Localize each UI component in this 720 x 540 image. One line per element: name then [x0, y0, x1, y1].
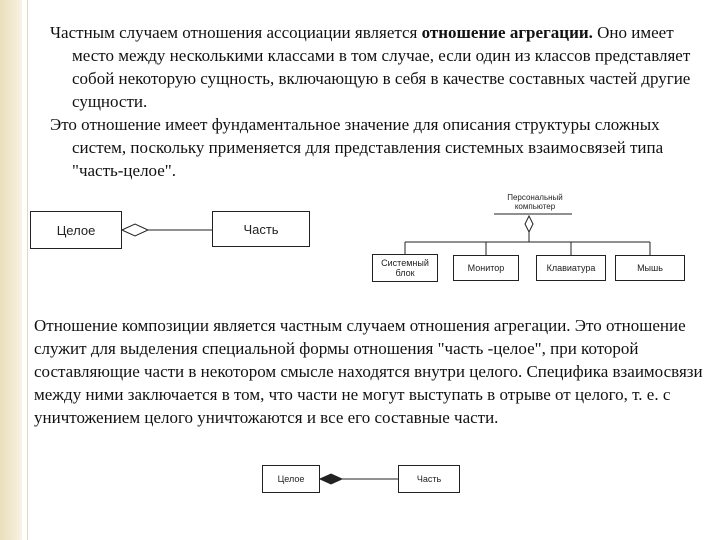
pc-aggregation-diamond-icon	[525, 216, 533, 232]
paragraph1-lead: Частным случаем отношения ассоциации является	[50, 23, 422, 42]
composition-part-label: Часть	[416, 474, 442, 484]
aggregation-term: отношение агрегации.	[421, 23, 593, 42]
pc-child-label: Клавиатура	[546, 263, 596, 273]
paragraph1-rest: Оно имеет место между несколькими классами в том случае, если один из классов представляет собой некоторую сущность, включающую в себя в качестве составных частей другие сущности.	[72, 23, 691, 111]
composition-diamond-icon	[320, 474, 342, 484]
aggregation-diamond-icon	[122, 224, 148, 236]
aggregation-importance-paragraph: Это отношение имеет фундаментальное значение для описания структуры сложных систем, поскольку применяется для представления системных взаимосвязей типа "часть-целое".	[50, 115, 664, 180]
composition-definition-paragraph: Отношение композиции является частным случаем отношения агрегации. Это отношение служит для выделения специальной формы отношения "часть -целое", при которой составляющие части в некотором смысле находятся внутри целого. Специфика взаимосвязи между ними заключается в том, что части не могут выступать в отрыве от целого, т. е. с уничтожением целого уничтожаются и все его составные части.	[34, 316, 703, 427]
aggregation-part-label: Часть	[243, 221, 279, 237]
aggregation-whole-label: Целое	[56, 222, 96, 238]
composition-whole-label: Целое	[277, 474, 305, 484]
pc-child-label: Системный блок	[381, 258, 429, 278]
pc-child-label: Мышь	[637, 263, 663, 273]
pc-root-label: Персональный компьютер	[507, 193, 563, 211]
pc-child-label: Монитор	[467, 263, 505, 273]
